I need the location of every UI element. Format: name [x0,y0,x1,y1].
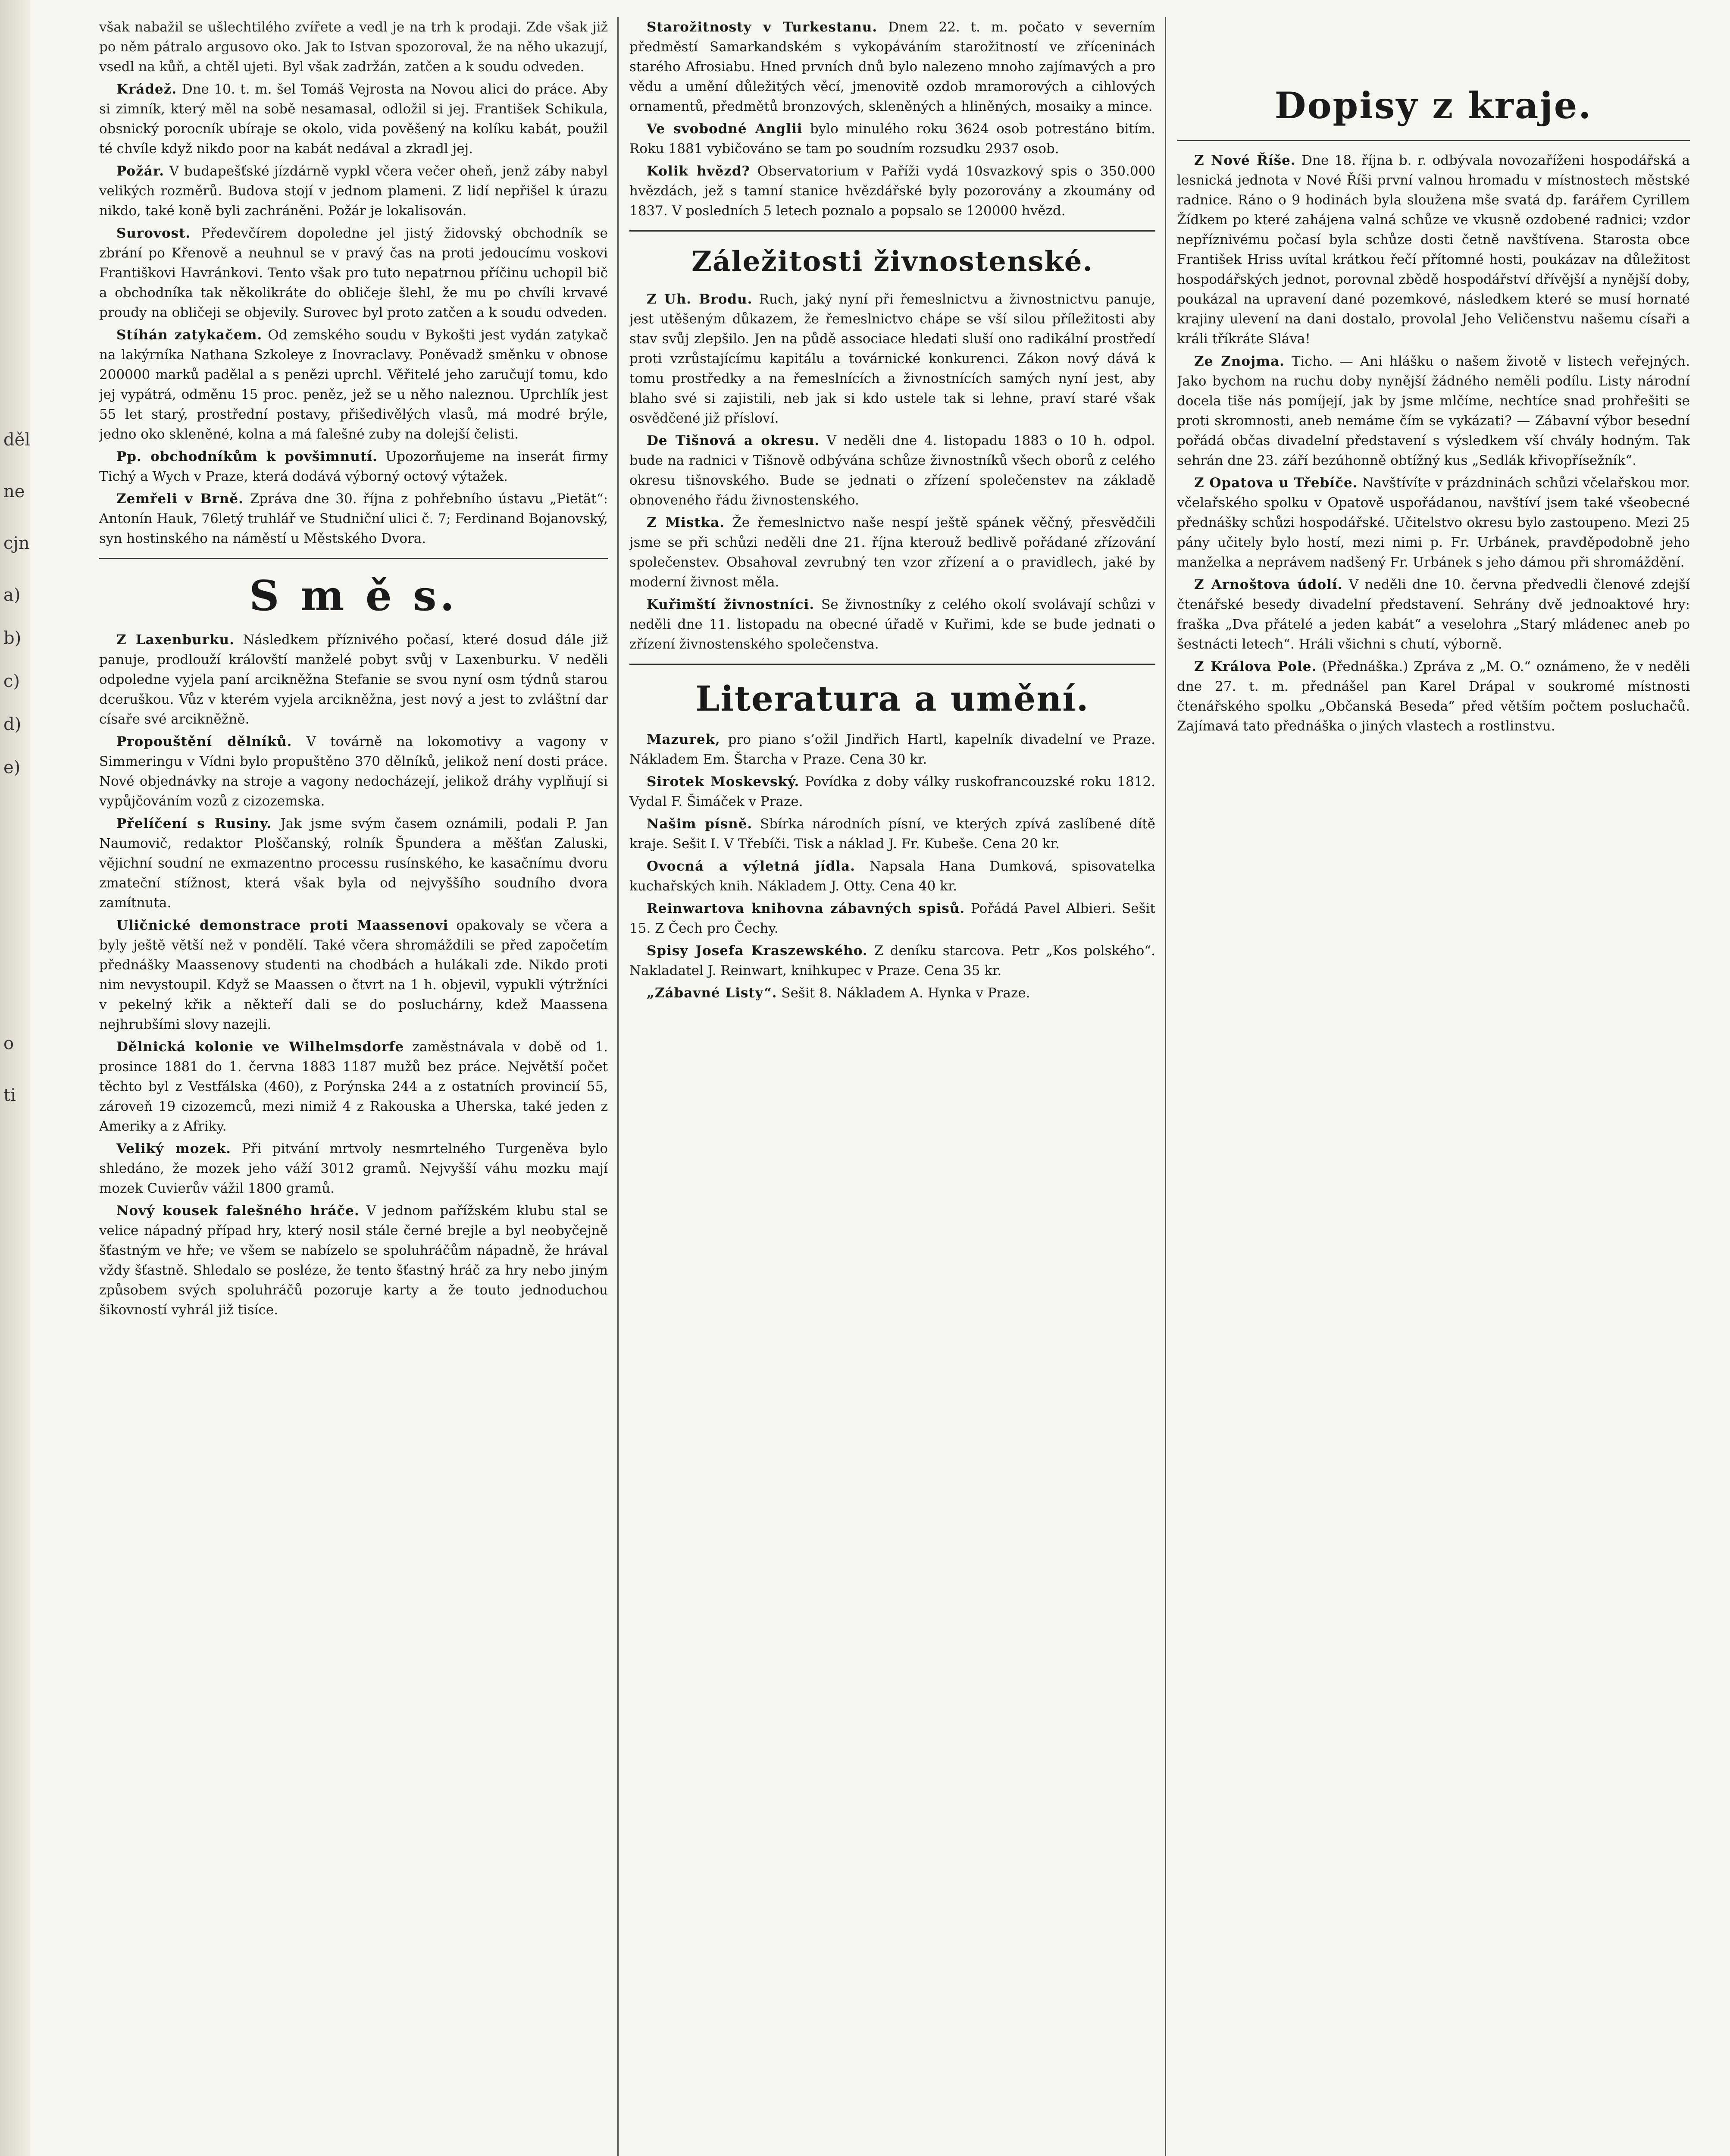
news-item [629,595,1155,654]
news-item [1177,575,1690,654]
news-item-text: opakovaly se včera a byly ještě větší než v pondělí. Také včera shromáždili se před započetím přednášky Maassenovy studenti na chodbách a hulákali zde. Nikdo proti nim nevystoupil. Když se Maassen o čtvrt na 1 h. objevil, vypukli výtržníci v pekelný křik a někteří dali se do posluchárny, kdež Maassena nejhrubšími slovy nazejli. [99,918,608,1032]
edge-fragment: ne [3,482,25,501]
news-item-text: Navštívíte v prázdninách schůzi včelařskou mor. včelařského spolku v Opatově uspořádanou, navštíví jsem také všeobecné přednášky schůzi hospodářské. Učitelstvo okresu bylo zastoupeno. Mezi 25 pány učitely bylo hostí, mezi nimi p. Fr. Urbánek, pravděpodobně jeho manželka a neprávem nadšený Fr. Urbánek s jeho dámou při shromáždění. [1177,475,1690,570]
news-item-title: Přelíčení s Rusiny. [116,816,272,831]
news-item-title: Našim písně. [647,816,753,832]
news-item-text: zaměstnávala v době od 1. prosince 1881 do 1. června 1883 1187 mužů bez práce. Největší počet těchto byl z Vestfálska (460), z Porýnska 244 a z ostatních provincií 55, zároveň 19 cizozemců, mezi nimiž 4 z Rakouska a Uherska, také jeden z Ameriky a z Afriky. [99,1039,608,1134]
news-item-text: Že řemeslnictvo naše nespí ještě spánek věčný, přesvědčili jsme se při schůzi neděli dne 21. října kterouž bedlivě pořádané zřízování společenstev. Obsahoval zevrubný ten vzor zřízení a o pravidlech, jaké by moderní živnost měla. [629,515,1155,590]
news-item-text: Následkem příznivého počasí, které dosud dále již panuje, prodlouží královští manželé pobyt svůj v Laxenburku. V neděli odpoledne vyjela paní arcikněžna Stefanie se svou nyní osm týdnů starou dceruškou. Vůz v kterém vyjela arcikněžna, jest nový a jest to zvláštní dar císaře své arcikněžně. [99,632,608,727]
news-item-text: V neděli dne 4. listopadu 1883 o 10 h. odpol. bude na radnici v Tišnově odbývána schůze živnostníků všech oborů z celého okresu tišnovského. Bude se jednati o zřízení společenstev na základě obnoveného řádu živnostenského. [629,433,1155,508]
news-item [629,513,1155,592]
news-item-text: pro piano s’ožil Jindřich Hartl, kapelník divadelní ve Praze. Nákladem Em. Štarcha v Praze. Cena 30 kr. [629,732,1155,767]
news-item-text: Předevčírem dopoledne jel jistý židovský obchodník se zbrání po Křenově a neuhnul se v pravý čas na proti jedoucímu voskovi Františkovi Havránkovi. Tento však pro tuto nepatrnou příčinu uchopil bič a obchodníka tak několikráte do obličeje šlehl, že mu po chvíli krvavé proudy na obličeji se objevily. Surovec byl proto zatčen a k soudu odveden. [99,226,608,320]
edge-fragment: a) [3,585,21,605]
news-item-title: Dělnická kolonie ve Wilhelmsdorfe [116,1039,404,1055]
section-divider [629,664,1155,665]
news-item [629,772,1155,812]
news-item [99,325,608,444]
news-item-text: Jak jsme svým časem oznámili, podali P. Jan Naumovič, redaktor Ploščanský, rolník Špundera a měšťan Zaluski, vějichní soudní ne exmazentno processu rusínského, ke kasačnímu dvoru zmateční stížnost, která však byla od nejvyššího soudního dvora zamítnuta. [99,816,608,911]
news-item-text: V neděli dne 10. června předvedli členové zdejší čtenářské besedy divadelní představení. Sehrány dvě jednoaktové hry: fraška „Dva přátelé a jeden kabát“ a veselohra „Starý mládenec aneb po šestnácti letech“. Hráli všichni s chutí, výborně. [1177,577,1690,652]
news-item-text: (Přednáška.) Zpráva z „M. O.“ oznámeno, že v neděli dne 27. t. m. přednášel pan Karel Drápal v soukromé místnosti čtenářského spolku „Občanská Beseda“ před větším počtem posluchačů. Zajímavá tato přednáška o jiných vlastech a rostlinstvu. [1177,659,1690,734]
news-item-title: Starožitnosty v Turkestanu. [647,19,878,35]
news-item-title: Z Uh. Brodu. [647,291,753,307]
news-item-text: Ticho. — Ani hlášku o našem životě v listech veřejných. Jako bychom na ruchu doby nynější žádného neměli podílu. Listy národní docela tiše nás pomíjejí, jak by jsme mlčíme, nechtíce snad prohřešiti se proti skromnosti, aneb nemáme čím se vykázati? — Zábavní výbor besední pořádá občas divadelní představení s výsledkem vší chvály hodným. Tak sehrán dne 23. září bezúhonně obtížný kus „Sedlák křivopřísežník“. [1177,354,1690,468]
news-item-text: Ruch, jaký nyní při řemeslnictvu a živnostnictvu panuje, jest utěšeným důkazem, že řemeslnictvo chápe se vší silou příležitosti aby stav svůj zlepšilo. Jen na půdě associace hledati sluší ono radikální prostředí proti vzrůstajícímu kapitálu a továrnické konkurenci. Zákon nový dává k tomu prostředky a na řemeslnících a živnostnících samých nyní jest, aby blaho své si zajistili, neb jak si kdo ustele tak si lehne, praví staré však osvědčené již přísloví. [629,291,1155,426]
news-item-title: Spisy Josefa Kraszewského. [647,943,868,959]
news-item-title: Veliký mozek. [116,1141,231,1156]
section-divider [99,558,608,559]
news-item [629,983,1155,1003]
news-item-text: Z deníku starcova. Petr „Kos polského“. Nakladatel J. Reinwart, knihkupec v Praze. Cena 35 kr. [629,943,1155,978]
column-rule [617,17,619,2156]
section-title-dopisy: Dopisy z kraje. [1274,84,1592,127]
news-item [629,856,1155,896]
edge-fragment: o [3,1034,14,1053]
news-item-title: Zemřeli v Brně. [116,491,244,507]
news-item-text: Pořádá Pavel Albieri. Sešit 15. Z Čech pro Čechy. [629,901,1155,936]
news-item-text: Při pitvání mrtvoly nesmrtelného Turgeněva bylo shledáno, že mozek jeho váží 3012 gramů. Nejvyšší váhu mozku mají mozek Cuvierův vážil 1800 gramů. [99,1141,608,1196]
news-item-text: Upozorňujeme na inserát firmy Tichý a Wych v Praze, která dodává výborný octový výtažek. [99,449,608,484]
news-item-text: Observatorium v Paříži vydá 10svazkový spis o 350.000 hvězdách, jež s tamní stanice hvězdářské byly pozorovány a zkoumány od 1837. V posledních 5 letech poznalo a popsalo se 120000 hvězd. [629,163,1155,219]
news-item-title: Ve svobodné Anglii [647,121,803,137]
news-item-text: Od zemského soudu v Bykošti jest vydán zatykač na lakýrníka Nathana Szkoleye z Inovraclavy. Poněvadž směnku v obnose 200000 marků padělal a s penězi uprchl. Věřitelé jeho zaručují tomu, kdo jej vypátrá, odměnu 15 proc. peněz, jež se u něho naleznou. Uprchlík jest 55 let starý, prostřední postavy, přišedivělých vlasů, má modré brýle, jedno oko skleněné, kolna a má falešné zuby na dolejší čelisti. [99,327,608,442]
news-item-title: Z Králova Pole. [1194,659,1317,674]
news-item [99,630,608,729]
news-item-title: Z Mistka. [647,515,725,530]
column-left [99,17,608,2156]
news-item-title: Ovocná a výletná jídla. [647,859,855,874]
edge-fragment: ti [3,1085,16,1105]
news-item-title: De Tišnová a okresu. [647,433,820,448]
news-item [629,17,1155,116]
news-item [1177,351,1690,470]
edge-fragment: cjn [3,533,30,553]
news-item-title: Ze Znojma. [1194,354,1285,369]
news-item-text: V továrně na lokomotivy a vagony v Simmeringu v Vídni bylo propuštěno 370 dělníků, jelikož není dosti práce. Nové objednávky na stroje a vagony nedocházejí, jelikož dráhy vyplňují si vypůjčováním vozů z cizozemska. [99,734,608,809]
adjacent-page-edge [0,0,30,2156]
section-divider [1177,140,1690,141]
news-item [629,431,1155,510]
news-item-title: Z Laxenburku. [116,632,235,648]
news-item [1177,657,1690,736]
news-item [99,1139,608,1198]
news-item-text: V jednom pařížském klubu stal se velice nápadný případ hry, který nosil stále černé brejle a byl neobyčejně šťastným ve hře; ve všem se nabízelo se spoluhráčům nápadně, že hrával vždy šťastně. Shledalo se posléze, že tento šťastný hráč za hry nebo jiným způsobem svých spoluhráčů pozoruje karty a že touto jednoduchou šikovností vyhrál již tisíce. [99,1203,608,1318]
column-rule [1165,17,1166,2156]
news-item-text: Sbírka národních písní, ve kterých zpívá zaslíbené dítě kraje. Sešit I. V Třebíči. Tisk a náklad J. Fr. Kubeše. Cena 20 kr. [629,816,1155,852]
news-item [629,941,1155,981]
news-item-text: Dne 10. t. m. šel Tomáš Vejrosta na Novou alici do práce. Aby si zimník, který měl na sobě nesamasal, odložil si jej. František Schikula, obsnický porocník ubíraje se okolo, vida pověšený na kolíku kabát, použil té chvíle když nikdo poor na kabát nedával a zkradl jej. [99,81,608,157]
section-title-literatura: Literatura a umění. [695,678,1089,719]
edge-fragment: e) [3,758,21,777]
news-item [629,730,1155,769]
section-title-zalezitosti: Záležitosti živnostenské. [691,245,1093,278]
article-continuation: však nabažil se ušlechtilého zvířete a vedl je na trh k prodaji. Zde však již po něm pátralo argusovo oko. Jak to Istvan spozoroval, že na něho ukazují, vsedl na kůň, a chtěl ujeti. Byl však zadržán, zatčen a k soudu odveden. [99,19,608,75]
news-item-title: Krádež. [116,81,177,97]
news-item [99,223,608,323]
news-item [99,161,608,221]
news-item [1177,473,1690,572]
news-item-title: Kolik hvězd? [647,163,750,179]
news-item-title: Stíhán zatykačem. [116,327,263,343]
news-item [99,1037,608,1136]
news-item [629,814,1155,854]
news-item-text: Dne 18. října b. r. odbývala novozaříženi hospodářská a lesnická jednota v Nové Říši první valnou hromadu v místnostech městské radnice. Ráno o 9 hodinách byla sloužena mše svatá dp. farářem Cyrillem Žídkem po které zahájena valná schůze ve vkusně ozdobené radnici; vzdor nepříznivému počasí byla schůze dosti četně navštívena. Starosta obce František Hriss uvítal krátkou řečí přítomné hosti, poukázav na důležitost hospodářských jednot, porovnal zbědě hospodářství dřívější a nynější doby, poukázal na upravení dané pozemkové, následkem které se musí hornaté krajiny ulevení na dani dostalo, provolal Jeho Veličenstvu našemu císaři a králi tříkráte Sláva! [1177,153,1690,347]
news-item-text: Sešit 8. Nákladem A. Hynka v Praze. [781,985,1030,1001]
news-item [1177,150,1690,349]
news-item-title: Mazurek, [647,732,720,747]
news-item-title: Nový kousek falešného hráče. [116,1203,360,1219]
news-item-text: Dnem 22. t. m. počato v severním předměstí Samarkandském s vykopáváním starožitností ve zříceninách starého Afrosiabu. Hned prvních dnů bylo nalezeno mnoho zajímavých a pro vědu a umění důležitých věcí, jmenovitě ozdob mramorových a cihlových ornamentů, předmětů bronzových, skleněných a hliněných, mosaiky a mince. [629,19,1155,114]
edge-fragment: děl [3,430,31,450]
news-item-title: Uličnické demonstrace proti Maassenovi [116,918,449,933]
news-item-title: Z Arnoštova údolí. [1194,577,1343,592]
news-item-title: Propouštění dělníků. [116,734,292,749]
column-right [1177,17,1690,2156]
news-item-title: Pp. obchodníkům k povšimnutí. [116,449,378,464]
news-item-title: Surovost. [116,226,191,241]
news-item [99,915,608,1034]
section-title-smes: S m ě s. [249,571,458,620]
news-item-text: Napsala Hana Dumková, spisovatelka kuchařských knih. Nákladem J. Otty. Cena 40 kr. [629,859,1155,894]
news-item [99,1201,608,1320]
news-item [99,489,608,548]
news-item-title: Kuřimští živnostníci. [647,597,815,612]
news-item-text: Zpráva dne 30. října z pohřebního ústavu „Pietät“: Antonín Hauk, 76letý truhlář ve Studniční ulici č. 7; Ferdinand Bojanovský, syn hostinského na náměstí u Městského Dvora. [99,491,608,546]
news-item [629,119,1155,159]
news-item [99,79,608,159]
news-item-title: „Zábavné Listy“. [647,985,777,1001]
news-item-text: Se živnostníky z celého okolí svolávají schůzi v neděli dne 11. listopadu na obecné úřadě v Kuřimi, kde se bude jednati o zřízení živnostenského společenstva. [629,597,1155,652]
news-item [629,289,1155,428]
news-item-title: Požár. [116,163,165,179]
news-item [99,814,608,913]
news-item [99,447,608,486]
news-item-title: Z Opatova u Třebíče. [1194,475,1358,491]
news-item-title: Z Nové Říše. [1194,153,1296,168]
news-item [629,899,1155,938]
column-middle [629,17,1155,2156]
news-item-title: Reinwartova knihovna zábavných spisů. [647,901,965,916]
edge-fragment: b) [3,628,22,648]
news-item-title: Sirotek Moskevský. [647,774,800,790]
news-item [99,732,608,811]
section-divider [629,230,1155,232]
edge-fragment: d) [3,714,22,734]
news-item [629,161,1155,221]
news-item-text: bylo minulého roku 3624 osob potrestáno bitím. Roku 1881 vybičováno se tam po soudním rozsudku 2937 osob. [629,121,1155,157]
news-item-text: Povídka z doby války ruskofrancouzské roku 1812. Vydal F. Šimáček v Praze. [629,774,1155,809]
edge-fragment: c) [3,671,20,691]
news-item-text: V budapešťské jízdárně vypkl včera večer oheň, jenž záby nabyl velikých rozměrů. Budova stojí v jednom plameni. Z lidí nepřišel k úrazu nikdo, také koně byli zachráněni. Požár je lokalisován. [99,163,608,219]
